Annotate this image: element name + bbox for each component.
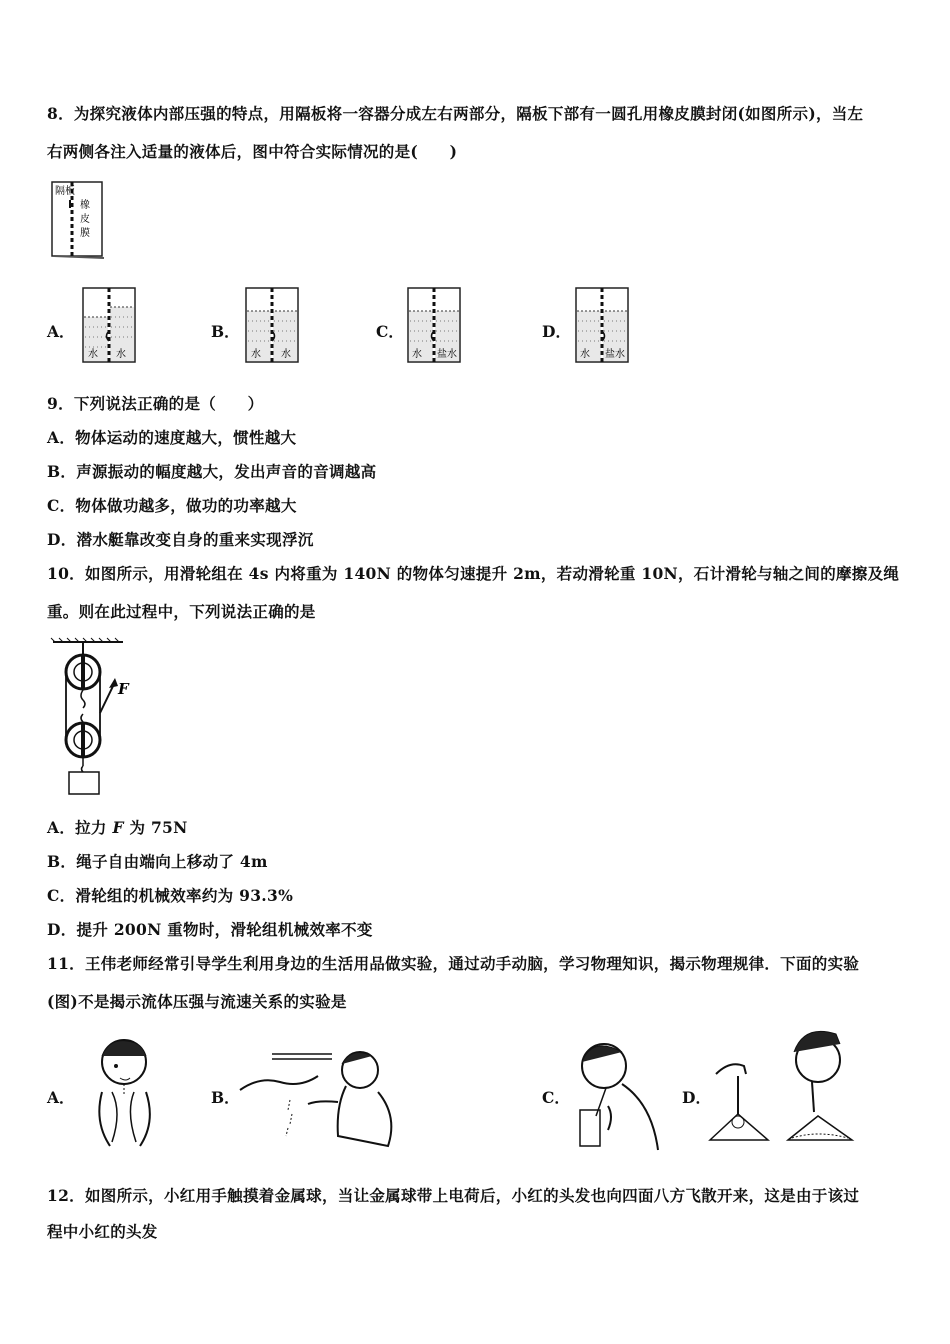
q8-stem-line1: 8．为探究液体内部压强的特点，用隔板将一容器分成左右两部分，隔板下部有一圆孔用橡皮膜封闭(如图所示)，当左 (47, 104, 864, 123)
q8-membrane-label-3: 膜 (80, 228, 90, 239)
q8-option-c-right-liquid: 盐水 (437, 349, 457, 360)
q11-option-a-illustration (72, 1022, 167, 1152)
q8-option-b-beaker (245, 287, 301, 365)
q8-option-b-label[interactable]: B． (211, 322, 240, 341)
q10-stem-line2: 重。则在此过程中，下列说法正确的是 (47, 602, 316, 621)
q10-option-a-var: F (112, 818, 124, 837)
q10-pulley-figure (45, 638, 145, 798)
q8-option-c-label[interactable]: C． (376, 322, 404, 341)
q9-option-d[interactable]: D．潜水艇靠改变自身的重来实现浮沉 (47, 530, 314, 549)
q8-membrane-label-2: 皮 (80, 214, 90, 225)
q8-option-d-right-liquid: 盐水 (605, 349, 625, 360)
q11-option-d-label[interactable]: D． (682, 1088, 711, 1107)
q11-stem-line1: 11．王伟老师经常引导学生利用身边的生活用品做实验，通过动手动脑，学习物理知识，揭示物理规律．下面的实验 (47, 954, 860, 973)
q10-option-a-suffix: 为 75N (123, 818, 188, 837)
q10-option-a-prefix: A．拉力 (47, 818, 113, 837)
q10-option-d[interactable]: D．提升 200N 重物时，滑轮组机械效率不变 (47, 920, 373, 939)
q11-stem-line2: (图)不是揭示流体压强与流速关系的实验是 (47, 992, 347, 1011)
q8-membrane-label-1: 橡 (80, 200, 90, 211)
q8-option-c-left-liquid: 水 (412, 349, 422, 360)
q10-stem-line1: 10．如图所示，用滑轮组在 4s 内将重为 140N 的物体匀速提升 2m，若动滑轮重 10N，石计滑轮与轴之间的摩擦及绳 (47, 564, 900, 583)
q11-option-c-illustration (566, 1036, 666, 1154)
q8-option-a-beaker (82, 287, 138, 365)
q9-option-c[interactable]: C．物体做功越多，做功的功率越大 (47, 496, 297, 515)
q8-option-a-left-liquid: 水 (88, 349, 98, 360)
q11-option-b-label[interactable]: B． (211, 1088, 240, 1107)
q8-partition-label: 隔板 (55, 186, 75, 197)
q11-option-c-label[interactable]: C． (542, 1088, 570, 1107)
q8-container-figure (50, 180, 110, 260)
q9-option-a[interactable]: A．物体运动的速度越大，惯性越大 (47, 428, 297, 447)
q12-stem-line2: 程中小红的头发 (47, 1222, 158, 1241)
q8-option-d-beaker (575, 287, 631, 365)
q10-option-a[interactable] (47, 816, 188, 838)
q8-option-d-label[interactable]: D． (542, 322, 571, 341)
q11-option-a-label[interactable]: A． (47, 1088, 75, 1107)
q8-stem-line2: 右两侧各注入适量的液体后，图中符合实际情况的是( ) (47, 142, 458, 161)
q8-option-c-beaker (407, 287, 463, 365)
q12-stem-line1: 12．如图所示，小红用手触摸着金属球，当让金属球带上电荷后，小红的头发也向四面八方飞散开来，这是由于该过 (47, 1186, 860, 1205)
q10-force-label: F (118, 680, 129, 698)
q11-option-b-illustration (238, 1042, 403, 1152)
q8-option-d-left-liquid: 水 (580, 349, 590, 360)
q8-option-b-left-liquid: 水 (251, 349, 261, 360)
q10-option-b[interactable]: B．绳子自由端向上移动了 4m (47, 852, 268, 871)
q9-stem: 9．下列说法正确的是（ ） (47, 394, 264, 413)
q11-option-d-illustration (708, 1022, 858, 1152)
q8-option-a-right-liquid: 水 (116, 349, 126, 360)
q8-option-a-label[interactable]: A． (47, 322, 75, 341)
q9-option-b[interactable]: B．声源振动的幅度越大，发出声音的音调越高 (47, 462, 377, 481)
q10-option-c[interactable]: C．滑轮组的机械效率约为 93.3% (47, 886, 294, 905)
q8-option-b-right-liquid: 水 (281, 349, 291, 360)
